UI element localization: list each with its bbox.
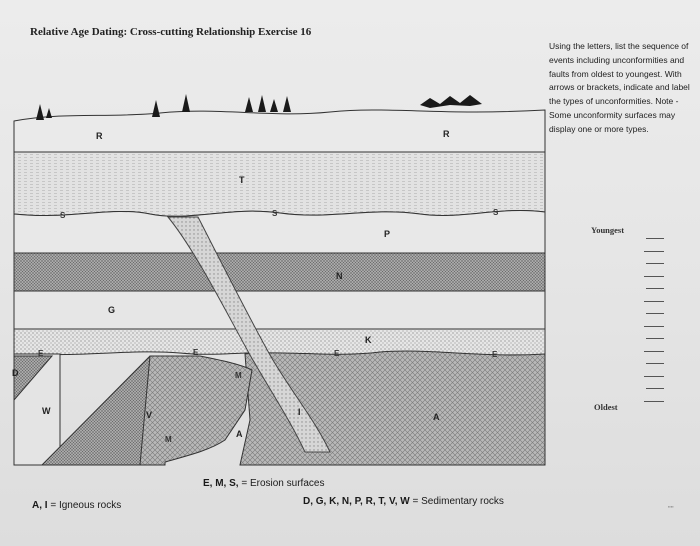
legend-sedimentary-keys: D, G, K, N, P, R, T, V, W [303, 496, 410, 507]
label-R-left: R [96, 131, 103, 141]
label-N: N [336, 271, 343, 281]
label-E2: E [193, 348, 199, 357]
answer-blank-line[interactable] [644, 276, 664, 277]
label-R-right: R [443, 129, 450, 139]
answer-blank-line[interactable] [646, 238, 664, 239]
cross-section-diagram [0, 85, 560, 475]
answer-lines [644, 238, 666, 414]
instructions-text: Using the letters, list the sequence of events including unconformities and faults from oldest to youngest. With arrows or brackets, indicate and label the types of unconformities. Note - Some unconformity surfaces may display one or more types. [549, 41, 690, 134]
answer-blank-line[interactable] [646, 388, 664, 389]
corner-mark: ▪▪▪▪ [668, 504, 674, 509]
answer-blank-line[interactable] [644, 351, 664, 352]
label-V: V [146, 410, 153, 420]
label-D: D [12, 368, 19, 378]
label-E3: E [334, 349, 340, 358]
label-M2: M [165, 435, 172, 444]
youngest-label: Youngest [591, 225, 625, 235]
legend-erosion [203, 478, 324, 489]
exercise-title: Relative Age Dating: Cross-cutting Relationship Exercise 16 [30, 26, 312, 38]
answer-blank-line[interactable] [644, 376, 664, 377]
answer-blank-line[interactable] [646, 338, 664, 339]
label-A-right: A [433, 412, 440, 422]
answer-blank-line[interactable] [644, 251, 664, 252]
label-K: K [365, 335, 372, 345]
label-E4: E [492, 350, 498, 359]
label-P: P [384, 229, 391, 239]
answer-blank-line[interactable] [646, 288, 664, 289]
legend-igneous-keys: A, I [32, 500, 48, 511]
label-A-left: A [236, 429, 243, 439]
layer-G [14, 291, 545, 329]
label-S2: S [272, 209, 278, 218]
label-E1: E [38, 349, 44, 358]
layer-R [14, 110, 545, 152]
answer-blank-line[interactable] [646, 263, 664, 264]
label-M1: M [235, 371, 242, 380]
legend-igneous-desc: = Igneous rocks [50, 500, 122, 511]
legend-igneous [32, 500, 121, 511]
label-G: G [108, 305, 116, 315]
label-I: I [298, 407, 301, 417]
layer-P [14, 210, 545, 253]
label-S3: S [493, 208, 499, 217]
layer-T [14, 152, 545, 216]
answer-blank-line[interactable] [646, 313, 664, 314]
legend-sedimentary-desc: = Sedimentary rocks [412, 496, 504, 507]
legend-sedimentary [303, 496, 504, 507]
layer-N [14, 253, 545, 291]
label-S1: S [60, 211, 66, 220]
answer-blank-line[interactable] [644, 326, 664, 327]
answer-blank-line[interactable] [644, 301, 664, 302]
legend-erosion-desc: = Erosion surfaces [241, 478, 325, 489]
label-T: T [239, 175, 245, 185]
answer-blank-line[interactable] [646, 363, 664, 364]
answer-blank-line[interactable] [644, 401, 664, 402]
label-W: W [42, 406, 51, 416]
legend-erosion-keys: E, M, S, [203, 478, 239, 489]
oldest-label: Oldest [594, 402, 618, 412]
